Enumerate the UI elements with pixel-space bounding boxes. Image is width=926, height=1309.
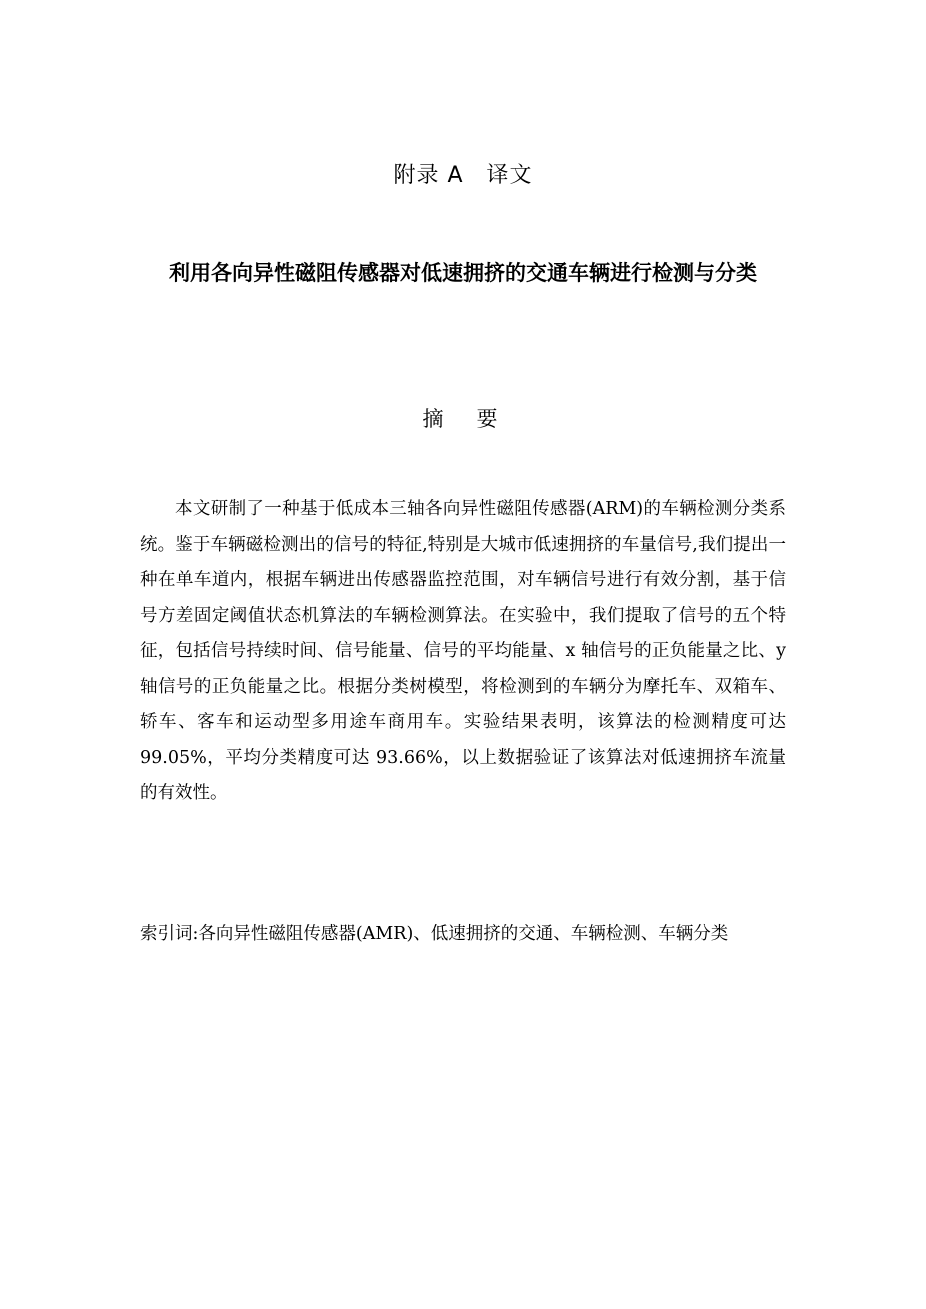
abstract-body: 本文研制了一种基于低成本三轴各向异性磁阻传感器(ARM)的车辆检测分类系统。鉴于车辆磁检测出的信号的特征,特别是大城市低速拥挤的车量信号,我们提出一种在单车道内，根据车辆进出传感器监控范围，对车辆信号进行有效分割，基于信号方差固定阈值状态机算法的车辆检测算法。在实验中，我们提取了信号的五个特征，包括信号持续时间、信号能量、信号的平均能量、x 轴信号的正负能量之比、y 轴信号的正负能量之比。根据分类树模型，将检测到的车辆分为摩托车、双箱车、轿车、客车和运动型多用途车商用车。实验结果表明，该算法的检测精度可达 99.05%，平均分类精度可达 93.66%，以上数据验证了该算法对低速拥挤车流量的有效性。 (140, 499, 786, 803)
keywords-line: 索引词:各向异性磁阻传感器(AMR)、低速拥挤的交通、车辆检测、车辆分类 (140, 924, 729, 944)
paper-title: 利用各向异性磁阻传感器对低速拥挤的交通车辆进行检测与分类 (169, 261, 757, 285)
abstract-heading: 摘 要 (422, 407, 504, 431)
appendix-title: 附录 A 译文 (393, 163, 533, 188)
